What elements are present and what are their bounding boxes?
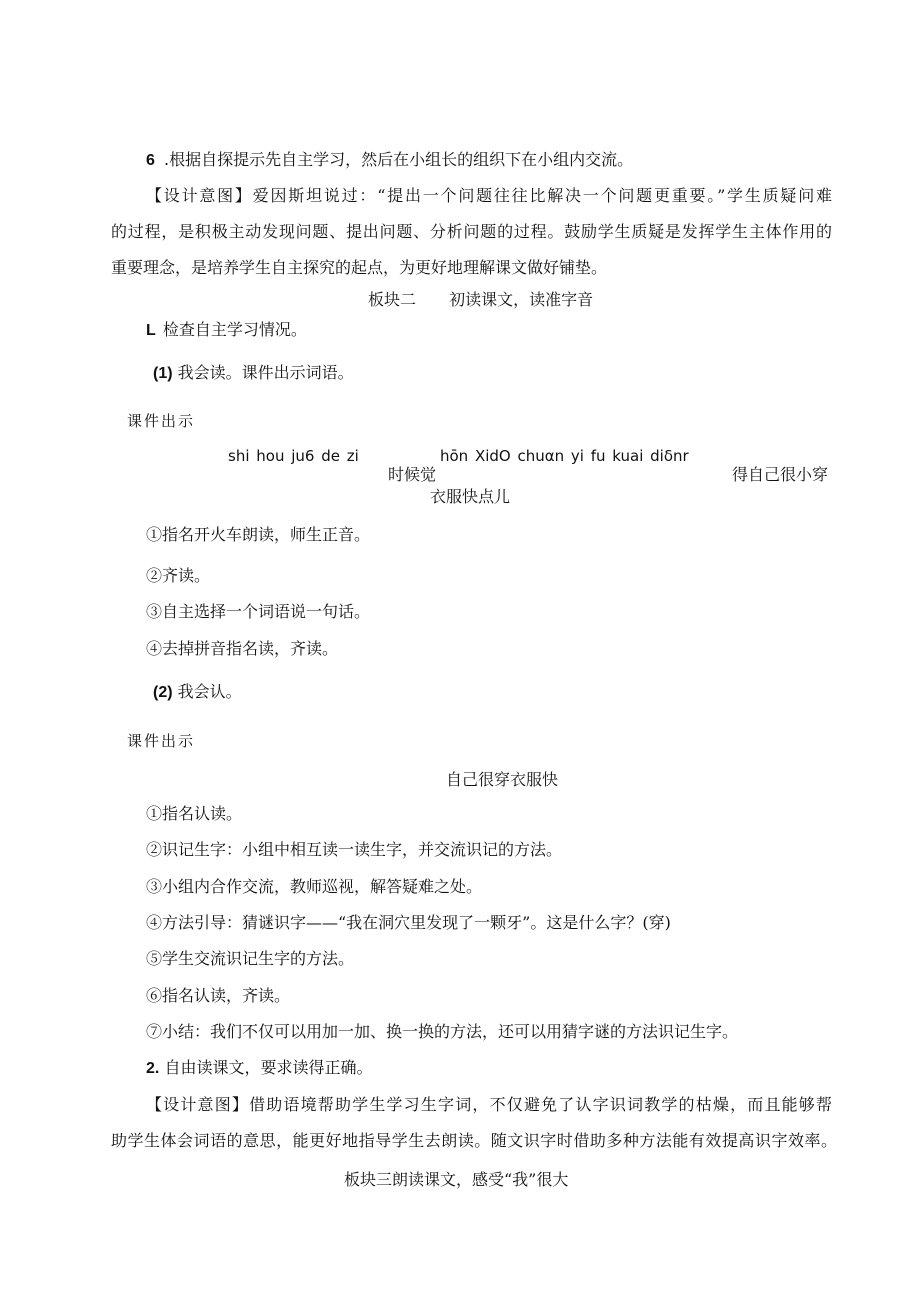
step-2-number: 2. [146, 1060, 160, 1077]
read-item-1: ①指名开火车朗读，师生正音。 [146, 525, 371, 544]
vocab-word-3: 衣服快点儿 [430, 487, 511, 506]
recognize-item-3: ③小组内合作交流，教师巡视，解答疑难之处。 [146, 877, 483, 896]
recognize-item-7: ⑦小结：我们不仅可以用加一加、换一换的方法，还可以用猜字谜的方法识记生字。 [146, 1022, 739, 1041]
section-2-heading [368, 290, 593, 310]
read-item-4: ④去掉拼音指名读，齐读。 [146, 639, 339, 658]
item-6-number: 6 [146, 152, 155, 169]
step-1 [146, 320, 307, 341]
design-intent-2-line-2: 助学生体会词语的意思，能更好地指导学生去朗读。随文识字时借助多种方法能有效提高识字效率。 [111, 1131, 837, 1150]
step-1-text: 检查自主学习情况。 [162, 320, 307, 339]
item-6-text: .根据自探提示先自主学习，然后在小组长的组织下在小组内交流。 [164, 150, 634, 169]
sub-item-2-number: (2) [153, 684, 173, 701]
courseware-label-1: 课件出示 [127, 412, 196, 430]
recognize-item-1: ①指名认读。 [146, 804, 243, 823]
vocab-word-2: 得自己很小穿 [732, 465, 829, 484]
design-intent-1-line-1: 【设计意图】爱因斯坦说过：“提出一个问题往往比解决一个问题更重要。”学生质疑问难 [146, 186, 832, 205]
design-intent-2-line-1: 【设计意图】借助语境帮助学生学习生字词，不仅避免了认字识词教学的枯燥，而且能够帮 [146, 1095, 832, 1114]
step-2 [146, 1058, 372, 1079]
sub-item-1 [153, 363, 354, 384]
design-intent-1-line-2: 的过程，是积极主动发现问题、提出问题、分析问题的过程。鼓励学生质疑是发挥学生主体作用的 [111, 222, 832, 241]
item-6 [146, 150, 633, 171]
recognize-item-4: ④方法引导：猜谜识字——“我在洞穴里发现了一颗牙”。这是什么字？(穿) [146, 913, 671, 932]
read-item-3: ③自主选择一个词语说一句话。 [146, 602, 371, 621]
design-intent-1-line-3: 重要理念，是培养学生自主探究的起点，为更好地理解课文做好铺垫。 [111, 258, 608, 277]
step-2-text: 自由读课文，要求读得正确。 [164, 1058, 373, 1077]
section-2-subtitle: 初读课文，读准字音 [449, 290, 594, 309]
sub-item-2 [153, 682, 242, 703]
section-2-title: 板块二 [368, 290, 417, 309]
sub-item-2-text: 我会认。 [177, 682, 242, 701]
courseware-label-2: 课件出示 [127, 732, 196, 750]
pinyin-right: hōn XidO chuαn yi fu kuai diδnr [440, 447, 689, 465]
pinyin-left: shi hou ju6 de zi [228, 447, 359, 465]
character-list: 自己很穿衣服快 [446, 770, 559, 789]
sub-item-1-text: 我会读。课件出示词语。 [177, 363, 354, 382]
read-item-2: ②齐读。 [146, 566, 211, 585]
sub-item-1-number: (1) [153, 365, 173, 382]
step-1-number: L [146, 322, 156, 339]
recognize-item-6: ⑥指名认读，齐读。 [146, 986, 291, 1005]
section-3-heading: 板块三朗读课文，感受“我”很大 [344, 1170, 569, 1189]
recognize-item-5: ⑤学生交流识记生字的方法。 [146, 949, 355, 968]
recognize-item-2: ②识记生字：小组中相互读一读生字，并交流识记的方法。 [146, 840, 563, 859]
vocab-word-1: 时候觉 [388, 465, 437, 484]
